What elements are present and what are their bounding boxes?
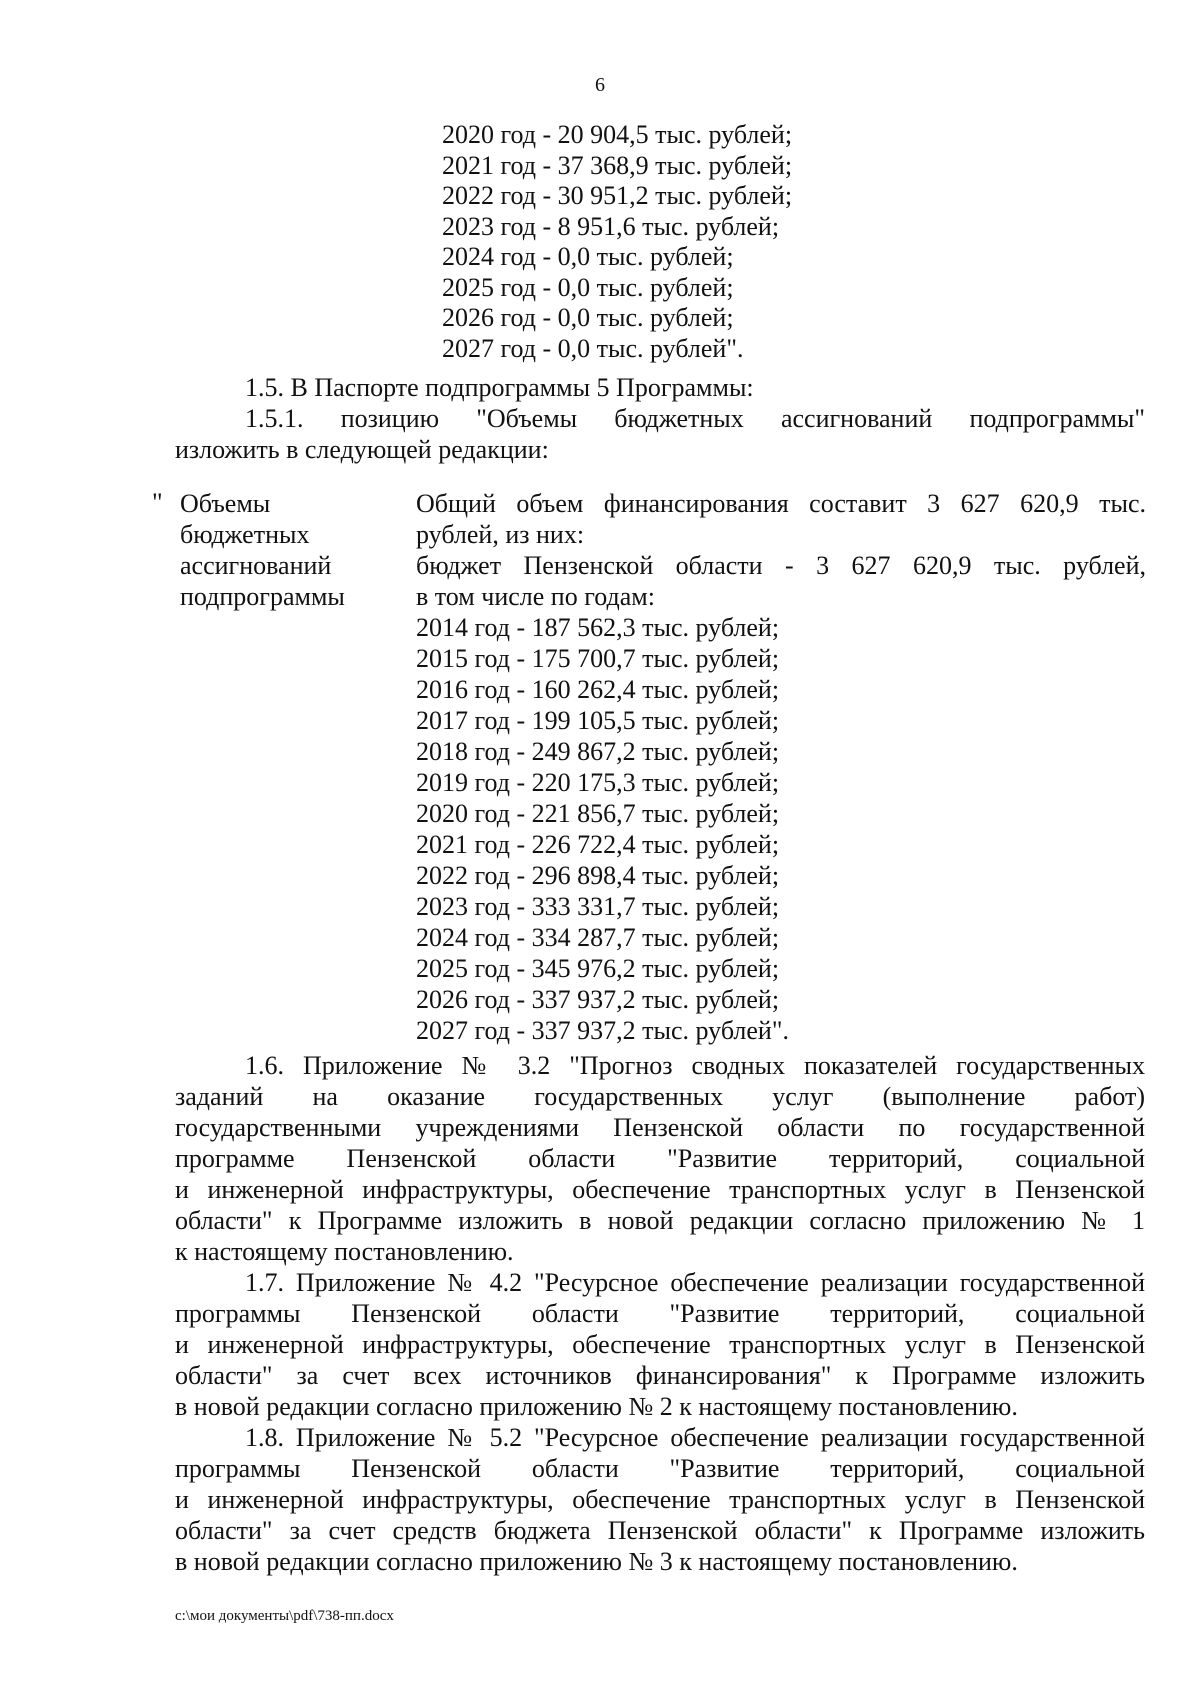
passport-year-line: 2021 год - 226 722,4 тыс. рублей;: [416, 830, 780, 859]
passport-year-line: 2026 год - 337 937,2 тыс. рублей;: [416, 985, 780, 1014]
passport-left-column: [180, 488, 400, 612]
section-1-5-heading: 1.5. В Паспорте подпрограммы 5 Программы:: [245, 373, 754, 402]
year-line: 2022 год - 30 951,2 тыс. рублей;: [442, 181, 793, 210]
paragraph-line: 1.7. Приложение № 4.2 "Ресурсное обеспечение реализации государственной: [245, 1268, 1145, 1297]
paragraph-line: и инженерной инфраструктуры, обеспечение транспортных услуг в Пензенской: [175, 1485, 1145, 1514]
opening-quote: ": [152, 488, 163, 517]
year-line: 2021 год - 37 368,9 тыс. рублей;: [442, 150, 793, 180]
paragraph-line: в новой редакции согласно приложению № 2 к настоящему постановлению.: [175, 1392, 1018, 1421]
paragraph-line: программе Пензенской области "Развитие территорий, социальной: [175, 1144, 1145, 1173]
footer-file-path: c:\мои документы\pdf\738-пп.docx: [175, 1608, 394, 1624]
paragraph-line: государственными учреждениями Пензенской области по государственной: [175, 1113, 1145, 1142]
paragraph-line: в новой редакции согласно приложению № 3 к настоящему постановлению.: [175, 1547, 1018, 1576]
passport-year-line: 2014 год - 187 562,3 тыс. рублей;: [416, 613, 780, 642]
page-number: 6: [595, 74, 605, 96]
section-1-5-1-line: изложить в следующей редакции:: [175, 435, 549, 464]
passport-label-line: подпрограммы: [180, 582, 345, 611]
passport-year-line: 2016 год - 160 262,4 тыс. рублей;: [416, 675, 780, 704]
year-line: 2025 год - 0,0 тыс. рублей;: [442, 272, 734, 302]
paragraph-line: и инженерной инфраструктуры, обеспечение транспортных услуг в Пензенской: [175, 1330, 1145, 1359]
paragraph-1-6: [175, 1050, 1145, 1267]
year-line: 2020 год - 20 904,5 тыс. рублей;: [442, 120, 793, 149]
year-line: 2024 год - 0,0 тыс. рублей;: [442, 242, 734, 271]
paragraph-line: области" за счет всех источников финансирования" к Программе изложить: [175, 1361, 1145, 1390]
paragraph-line: программы Пензенской области "Развитие территорий, социальной: [175, 1299, 1145, 1328]
passport-text-line: Общий объем финансирования составит 3 627 620,9 тыс.: [416, 489, 1146, 518]
paragraph-line: и инженерной инфраструктуры, обеспечение транспортных услуг в Пензенской: [175, 1175, 1145, 1204]
year-line: 2027 год - 0,0 тыс. рублей".: [442, 333, 744, 363]
paragraph-line: заданий на оказание государственных услуг (выполнение работ): [175, 1082, 1145, 1111]
passport-text-line: в том числе по годам:: [416, 582, 655, 611]
passport-year-line: 2015 год - 175 700,7 тыс. рублей;: [416, 644, 780, 673]
passport-year-line: 2019 год - 220 175,3 тыс. рублей;: [416, 768, 780, 797]
passport-right-column: [416, 488, 1146, 1046]
passport-year-line: 2017 год - 199 105,5 тыс. рублей;: [416, 706, 780, 735]
paragraph-line: 1.8. Приложение № 5.2 "Ресурсное обеспечение реализации государственной: [245, 1423, 1145, 1452]
paragraph-line: 1.6. Приложение № 3.2 "Прогноз сводных показателей государственных: [245, 1051, 1145, 1080]
passport-year-line: 2023 год - 333 331,7 тыс. рублей;: [416, 892, 780, 921]
passport-year-line: 2020 год - 221 856,7 тыс. рублей;: [416, 799, 780, 828]
section-1-5: [175, 372, 1145, 465]
passport-text-line: рублей, из них:: [416, 520, 585, 549]
paragraph-line: области" за счет средств бюджета Пензенской области" к Программе изложить: [175, 1516, 1145, 1545]
passport-text-line: бюджет Пензенской области - 3 627 620,9 тыс. рублей,: [416, 551, 1146, 580]
paragraph-line: области" к Программе изложить в новой редакции согласно приложению № 1: [175, 1206, 1145, 1235]
passport-year-line: 2025 год - 345 976,2 тыс. рублей;: [416, 954, 780, 983]
paragraph-1-7: [175, 1267, 1145, 1422]
paragraph-1-8: [175, 1422, 1145, 1577]
year-line: 2023 год - 8 951,6 тыс. рублей;: [442, 211, 780, 241]
top-year-list: [442, 120, 792, 364]
section-1-5-1-line: 1.5.1. позицию "Объемы бюджетных ассигнований подпрограммы": [245, 404, 1145, 433]
passport-label-line: бюджетных: [180, 520, 310, 549]
paragraph-line: к настоящему постановлению.: [175, 1237, 514, 1266]
paragraph-line: программы Пензенской области "Развитие территорий, социальной: [175, 1454, 1145, 1483]
passport-year-line: 2027 год - 337 937,2 тыс. рублей".: [416, 1016, 789, 1045]
passport-label-line: ассигнований: [180, 551, 332, 580]
passport-year-line: 2018 год - 249 867,2 тыс. рублей;: [416, 737, 780, 766]
passport-label-line: Объемы: [180, 489, 271, 518]
passport-year-line: 2022 год - 296 898,4 тыс. рублей;: [416, 861, 780, 890]
passport-year-line: 2024 год - 334 287,7 тыс. рублей;: [416, 923, 780, 952]
year-line: 2026 год - 0,0 тыс. рублей;: [442, 303, 734, 332]
